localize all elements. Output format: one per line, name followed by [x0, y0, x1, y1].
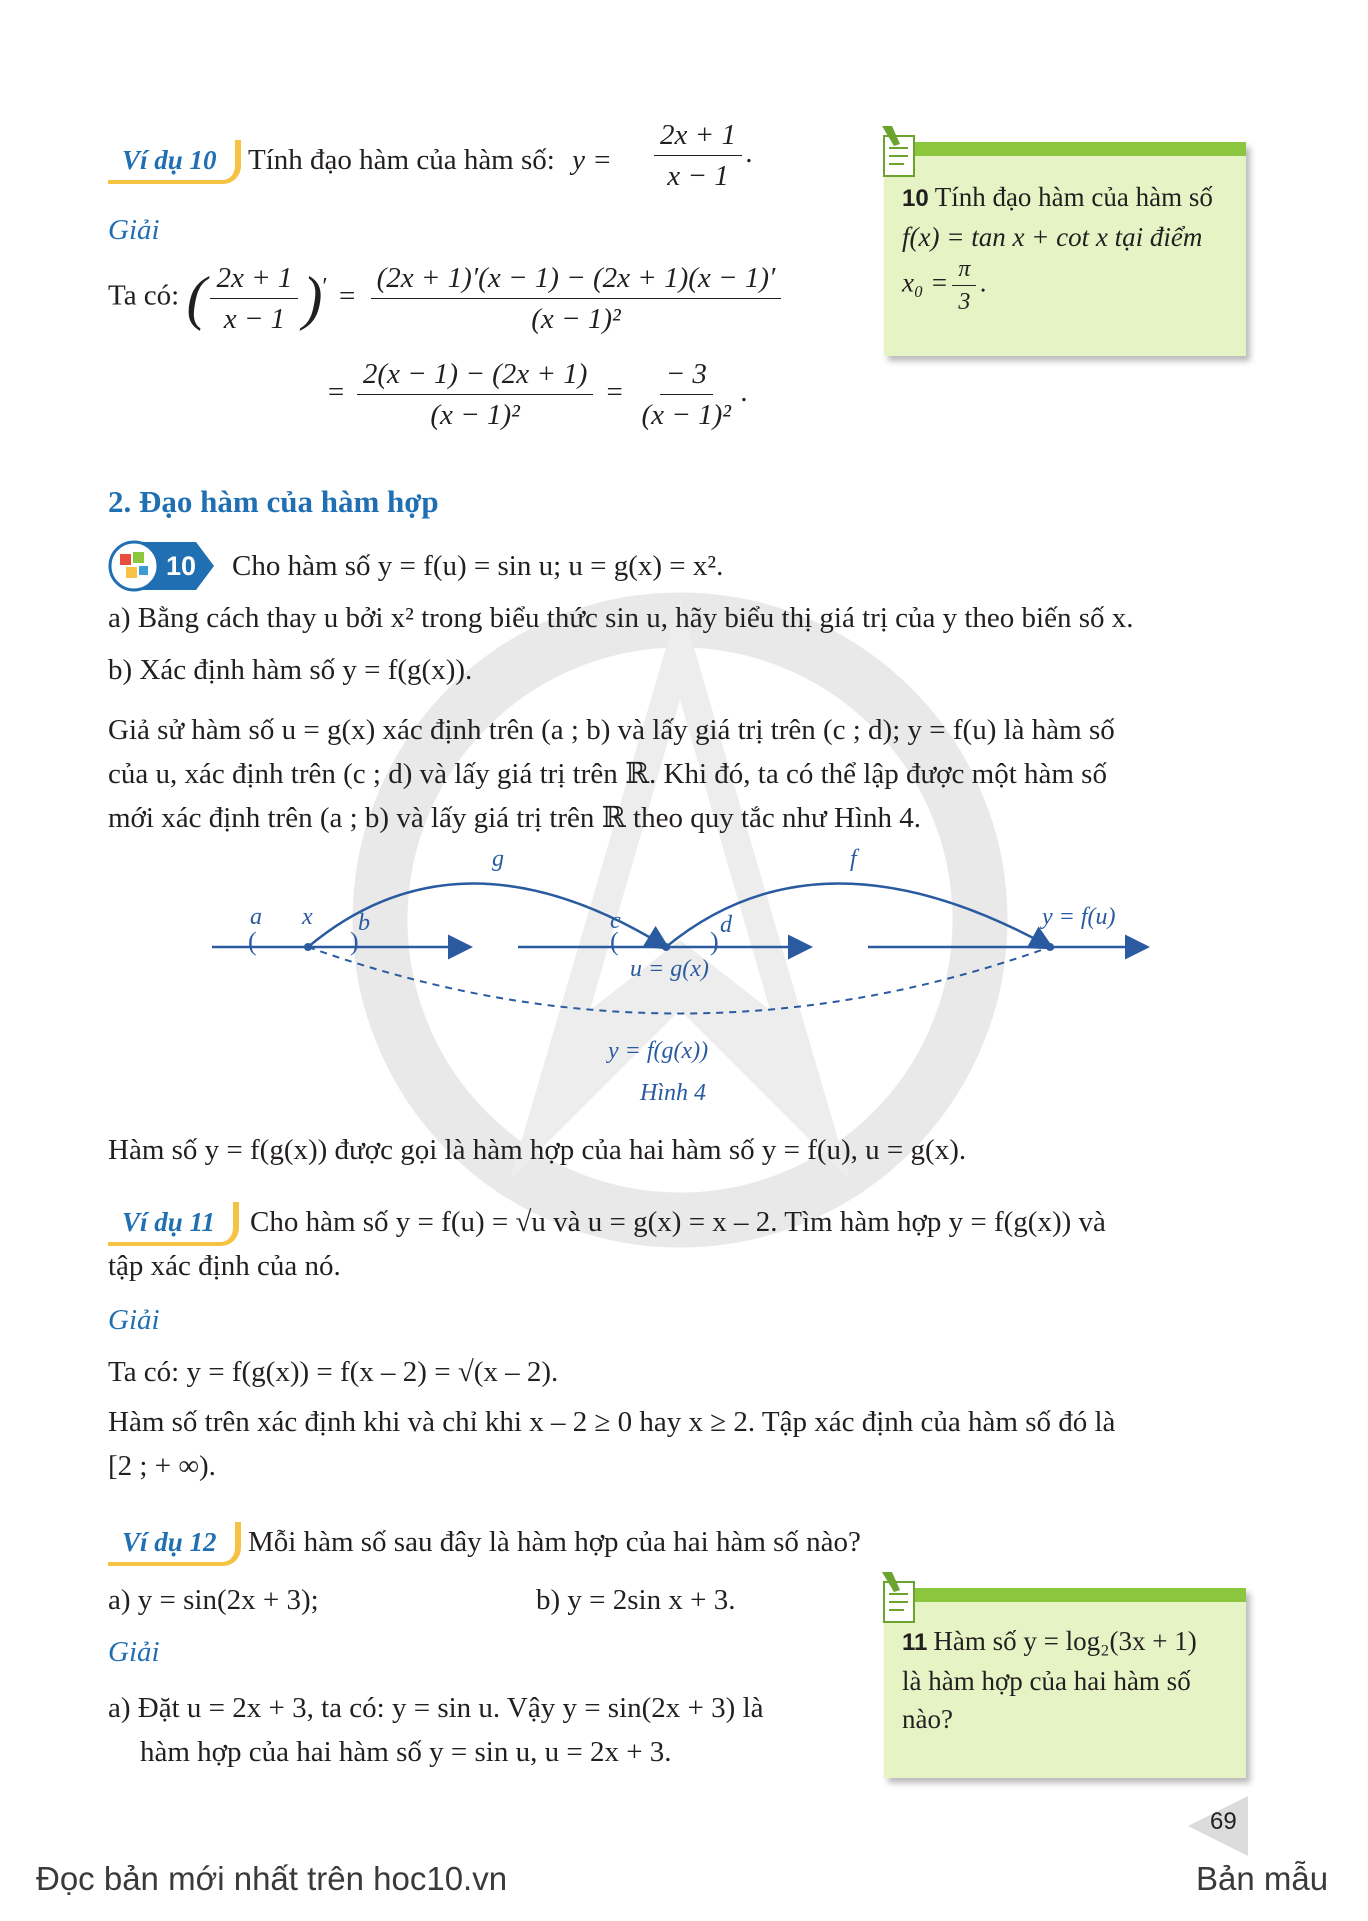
note-10-line1: 10 Tính đạo hàm của hàm số — [902, 182, 1213, 212]
label-u-eq: u = g(x) — [630, 956, 709, 982]
label-f: f — [850, 846, 857, 872]
example-10-prompt: Tính đạo hàm của hàm số: y = — [248, 144, 612, 176]
example-10-solution-label: Giải — [108, 214, 160, 246]
example-10-derivative-step1: Ta có: ( $\frac{2x + 1}{x - 1}$ )′ = $\frac{(2x + 1)'(x - 1) - (2x + 1)(x - 1)'}{\text{(x − 1)²}}$ — [108, 258, 785, 338]
svg-text:(: ( — [610, 927, 619, 956]
footer-right-text: Bản mẫu — [1196, 1860, 1329, 1897]
example-11-sol2: Hàm số trên xác định khi và chỉ khi x – 2 ≥ 0 hay x ≥ 2. Tập xác định của hàm số đó là — [108, 1406, 1116, 1438]
figure-4-composition-diagram — [200, 840, 1160, 1120]
figure-caption: Hình 4 — [640, 1080, 706, 1106]
example-11-sol1: Ta có: y = f(g(x)) = f(x – 2) = √(x – 2). — [108, 1356, 559, 1388]
example-11-solution-label: Giải — [108, 1304, 160, 1336]
label-composition: y = f(g(x)) — [608, 1038, 709, 1064]
label-x: x — [302, 904, 313, 930]
svg-text:): ) — [350, 927, 359, 956]
example-12-solution-label: Giải — [108, 1636, 160, 1668]
example-12-label: Ví dụ 12 — [108, 1522, 241, 1566]
exercise-note-10 — [884, 142, 1246, 356]
note-10-line2: f(x) = tan x + cot x tại điểm — [902, 222, 1203, 252]
example-12-sol-a-line1: a) Đặt u = 2x + 3, ta có: y = sin u. Vậy y = sin(2x + 3) là — [108, 1692, 764, 1724]
example-12-prompt: Mỗi hàm số sau đây là hàm hợp của hai hàm số nào? — [248, 1526, 861, 1558]
definition-text: Hàm số y = f(g(x)) được gọi là hàm hợp của hai hàm số y = f(u), u = g(x). — [108, 1134, 967, 1166]
example-11-line2: tập xác định của nó. — [108, 1250, 341, 1282]
note-11-line1: 11 Hàm số y = log₂(3x + 1) — [902, 1626, 1197, 1656]
example-12-part-a: a) y = sin(2x + 3); — [108, 1584, 319, 1616]
example-10-label: Ví dụ 10 — [108, 140, 241, 184]
label-a: a — [250, 904, 262, 930]
example-11-sol3: [2 ; + ∞). — [108, 1450, 216, 1482]
label-d: d — [720, 912, 732, 938]
exercise-note-11 — [884, 1588, 1246, 1778]
example-10-fraction: $\frac{2x + 1}{x - 1}$ . — [650, 118, 753, 193]
svg-text:(: ( — [248, 927, 257, 956]
label-y-eq: y = f(u) — [1042, 904, 1116, 930]
pencil-note-icon — [878, 122, 928, 182]
label-c: c — [610, 908, 621, 934]
pencil-note-icon — [878, 1568, 928, 1628]
footer-left-text: Đọc bản mới nhất trên hoc10.vn — [36, 1860, 508, 1897]
example-12-part-b: b) y = 2sin x + 3. — [536, 1584, 736, 1616]
svg-text:): ) — [710, 927, 719, 956]
label-b: b — [358, 910, 370, 936]
paragraph-line-3: mới xác định trên (a ; b) và lấy giá trị trên ℝ theo quy tắc như Hình 4. — [108, 802, 921, 834]
activity-10-number: 10 — [166, 551, 197, 581]
activity-10-prompt: Cho hàm số y = f(u) = sin u; u = g(x) = x². — [232, 550, 724, 582]
paragraph-line-1: Giả sử hàm số u = g(x) xác định trên (a ; b) và lấy giá trị trên (c ; d); y = f(u) là hàm số — [108, 714, 1115, 746]
label-g: g — [492, 846, 504, 872]
example-10-derivative-step2: = $\frac{2(x - 1) - (2x + 1)}{\text{(x − 1)²}}$ = $\frac{- 3}{\text{(x − 1)²}}$ . — [326, 358, 749, 431]
activity-10-part-a: a) Bằng cách thay u bởi x² trong biểu thức sin u, hãy biểu thị giá trị của y theo biến số x. — [108, 602, 1134, 634]
page-number: 69 — [1210, 1808, 1237, 1835]
note-11-line2: là hàm hợp của hai hàm số — [902, 1666, 1191, 1696]
activity-10-part-b: b) Xác định hàm số y = f(g(x)). — [108, 654, 473, 686]
example-11-line1: Cho hàm số y = f(u) = √u và u = g(x) = x – 2. Tìm hàm hợp y = f(g(x)) và — [250, 1206, 1106, 1238]
note-10-line3: x₀ = $\frac{\pi}{3}$ . — [902, 256, 988, 315]
section-2-title: 2. Đạo hàm của hàm hợp — [108, 484, 439, 519]
example-12-sol-a-line2: hàm hợp của hai hàm số y = sin u, u = 2x + 3. — [140, 1736, 672, 1768]
paragraph-line-2: của u, xác định trên (c ; d) và lấy giá trị trên ℝ. Khi đó, ta có thể lập được một hàm số — [108, 758, 1107, 790]
note-11-line3: nào? — [902, 1704, 953, 1734]
example-11-label: Ví dụ 11 — [108, 1202, 239, 1246]
activity-cube-icon — [108, 540, 218, 592]
